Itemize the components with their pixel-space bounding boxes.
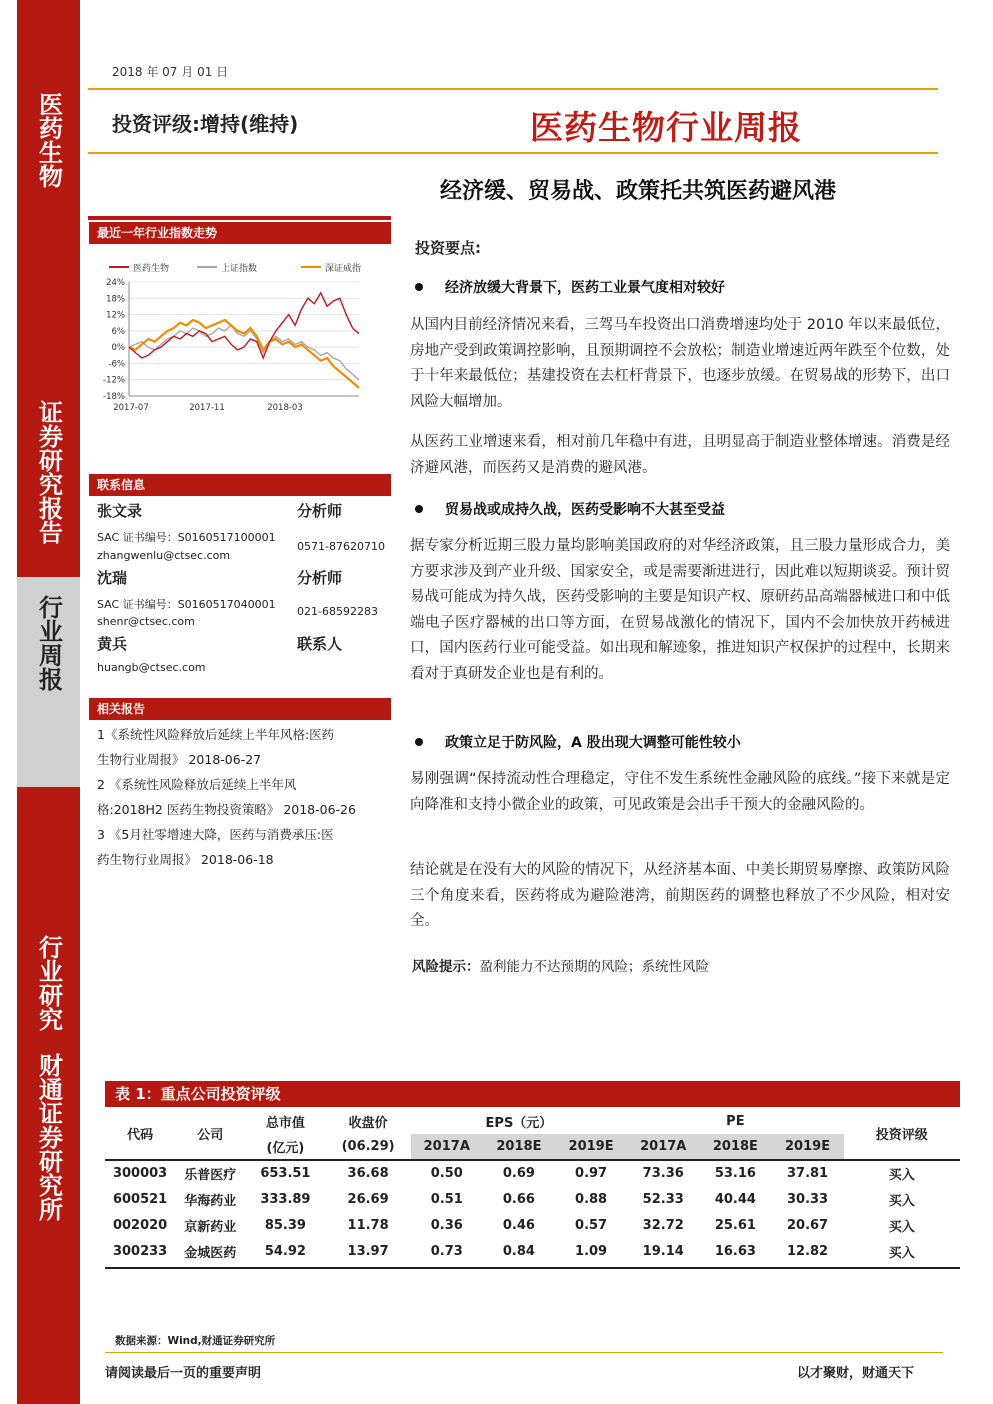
header-mktcap: 总市值 xyxy=(265,1115,305,1131)
related-title: 相关报告 xyxy=(89,698,391,720)
related-line[interactable]: 格:2018H2 医药生物投资策略》 2018-06-26 xyxy=(97,802,356,817)
table-row: 600521 华海药业 333.89 26.69 0.51 0.66 0.88 52.33 40.44 30.33 买入 xyxy=(112,1191,915,1209)
contact-role: 分析师 xyxy=(297,502,343,520)
related-line[interactable]: 2 《系统性风险释放后延续上半年风 xyxy=(97,777,297,792)
y-tick-label: -6% xyxy=(108,359,125,370)
related-line[interactable]: 药生物行业周报》 2018-06-18 xyxy=(97,852,274,867)
left-red-rule xyxy=(88,216,391,220)
sidebar-report-block xyxy=(17,232,80,577)
contact-name: 沈瑞 xyxy=(97,569,128,587)
contacts-title: 联系信息 xyxy=(89,474,391,496)
x-tick-label: 2017-07 xyxy=(113,403,149,413)
table-row: 300003 乐普医疗 653.51 36.68 0.50 0.69 0.97 73.36 53.16 37.81 买入 xyxy=(112,1166,915,1183)
sidebar-category: 行业周报 xyxy=(34,595,63,691)
sidebar-sector-block xyxy=(17,0,80,232)
sidebar-report-kind: 证券研究报告 xyxy=(34,400,63,544)
header-rule-top xyxy=(88,88,938,90)
header-year: 2017A xyxy=(627,1134,699,1160)
contact-role: 联系人 xyxy=(297,635,343,653)
header-rule-bottom xyxy=(88,152,938,154)
header-year: 2017A xyxy=(411,1134,483,1160)
bullet-heading: 经济放缓大背景下，医药工业景气度相对较好 xyxy=(415,277,725,297)
sidebar-institute: 财通证券研究所 xyxy=(34,1053,63,1221)
x-tick-label: 2017-11 xyxy=(189,403,225,413)
index-chart-svg xyxy=(89,246,391,416)
contact-phone: 0571-87620710 xyxy=(297,540,385,553)
related-line[interactable]: 生物行业周报》 2018-06-27 xyxy=(97,752,262,767)
paragraph: 从医药工业增速来看，相对前几年稳中有进，且明显高于制造业整体增速。消费是经济避风港，而医药又是消费的避风港。 xyxy=(410,434,950,476)
table-header-row xyxy=(105,1108,960,1134)
contact-name: 张文录 xyxy=(97,502,143,520)
table-row: 300233 金城医药 54.92 13.97 0.73 0.84 1.09 19.14 16.63 12.82 买入 xyxy=(112,1243,915,1261)
y-tick-label: 24% xyxy=(106,278,125,288)
related-line[interactable]: 1《系统性风险释放后延续上半年风格:医药 xyxy=(97,727,335,742)
header-code: 代码 xyxy=(105,1108,175,1160)
paragraph: 据专家分析近期三股力量均影响美国政府的对华经济政策，且三股力量形成合力，美方要求涉及到产业升级、国家安全，或是需要渐进进行，因此难以短期谈妥。预计贸易战可能成为持久战，医药受影响的主要是知识产权、原研药品高端器械进口和中低端电子医疗器械的出口等方面，在贸易战激化的情况下，国内不会加快放开药械进口，国内医药行业可能受益。如出现和解迹象，推进知识产权保护的过程中，长期来看对于真研发企业也是有利的。 xyxy=(410,538,950,682)
report-type-title: 医药生物行业周报 xyxy=(530,108,802,147)
table-title: 表 1：重点公司投资评级 xyxy=(105,1081,960,1107)
header-rating: 投资评级 xyxy=(844,1108,960,1160)
header-year: 2019E xyxy=(771,1134,843,1160)
y-tick-label: -18% xyxy=(103,392,125,402)
header-close: 收盘价 xyxy=(348,1115,388,1131)
report-date: 2018 年 07 月 01 日 xyxy=(112,65,229,79)
contact-name: 黄兵 xyxy=(97,635,128,653)
contact-email[interactable]: zhangwenlu@ctsec.com xyxy=(97,549,231,562)
y-tick-label: 0% xyxy=(111,343,125,354)
bullet-dot-icon xyxy=(415,283,423,291)
investment-rating: 投资评级:增持(维持) xyxy=(112,112,299,136)
risk-label: 风险提示： xyxy=(412,959,480,975)
index-chart-title: 最近一年行业指数走势 xyxy=(89,222,391,244)
y-tick-label: 12% xyxy=(106,310,125,321)
header-year: 2018E xyxy=(483,1134,555,1160)
y-tick-label: 6% xyxy=(111,326,125,337)
contact-role: 分析师 xyxy=(297,569,343,587)
x-tick-label: 2018-03 xyxy=(267,403,303,413)
y-tick-label: -12% xyxy=(103,375,125,386)
risk-text: 盈利能力不达预期的风险；系统性风险 xyxy=(479,959,709,975)
key-points-title: 投资要点: xyxy=(415,239,481,257)
contact-cert: SAC 证书编号：S0160517100001 xyxy=(97,531,276,544)
side-bar xyxy=(17,0,80,1404)
legend-label: 上证指数 xyxy=(221,264,258,274)
risk-warning xyxy=(412,955,709,975)
contact-email[interactable]: shenr@ctsec.com xyxy=(97,615,195,628)
bullet-heading: 政策立足于防风险，A 股出现大调整可能性较小 xyxy=(415,732,741,752)
table-bottom-rule xyxy=(105,1267,960,1269)
legend-label: 医药生物 xyxy=(133,264,170,274)
contact-phone: 021-68592283 xyxy=(297,605,378,618)
y-tick-label: 18% xyxy=(106,294,125,305)
header-pe: PE xyxy=(726,1113,745,1129)
footer-slogan: 以才聚财，财通天下 xyxy=(797,1366,915,1381)
series-line xyxy=(129,293,359,358)
contact-cert: SAC 证书编号：S0160517040001 xyxy=(97,598,276,611)
header-company: 公司 xyxy=(175,1108,245,1160)
contact-email[interactable]: huangb@ctsec.com xyxy=(97,661,206,674)
related-reports xyxy=(89,722,391,872)
data-source: 数据来源：Wind,财通证券研究所 xyxy=(115,1335,276,1347)
header-year: 2019E xyxy=(555,1134,627,1160)
header-mktcap-unit: (亿元) xyxy=(245,1134,325,1160)
report-headline: 经济缓、贸易战、政策托共筑医药避风港 xyxy=(440,179,837,204)
paragraph: 结论就是在没有大的风险的情况下，从经济基本面、中美长期贸易摩擦、政策防风险三个角度来看，医药将成为避险港湾，前期医药的调整也释放了不少风险，相对安全。 xyxy=(410,862,950,929)
footer-rule xyxy=(105,1352,943,1353)
sidebar-institute-block xyxy=(17,787,80,1404)
legend-label: 深证成指 xyxy=(325,264,362,274)
header-eps: EPS（元） xyxy=(485,1115,553,1131)
header-close-date: (06.29) xyxy=(326,1134,411,1160)
header-year: 2018E xyxy=(699,1134,771,1160)
table-row: 002020 京新药业 85.39 11.78 0.36 0.46 0.57 32.72 25.61 20.67 买入 xyxy=(112,1217,915,1235)
paragraph: 易刚强调“保持流动性合理稳定，守住不发生系统性金融风险的底线。”接下来就是定向降准和支持小微企业的政策，可见政策是会出手干预大的金融风险的。 xyxy=(410,771,950,813)
ratings-table xyxy=(105,1108,960,1264)
sidebar-category-block xyxy=(17,577,80,787)
footer-disclaimer[interactable]: 请阅读最后一页的重要声明 xyxy=(105,1366,262,1381)
bullet-dot-icon xyxy=(415,738,423,746)
bullet-heading: 贸易战或成持久战，医药受影响不大甚至受益 xyxy=(415,499,725,519)
paragraph: 从国内目前经济情况来看，三驾马车投资出口消费增速均处于 2010 年以来最低位，房地产受到政策调控影响，且预期调控不会放松；制造业增速近两年跌至个位数，处于十年来最低位；基建投资在去杠杆背景下，也逐步放缓。在贸易战的形势下，出口风险大幅增加。 xyxy=(410,317,950,410)
related-line[interactable]: 3 《5月社零增速大降，医药与消费承压:医 xyxy=(97,827,334,842)
sidebar-category2: 行业研究 xyxy=(34,935,63,1031)
index-chart xyxy=(89,246,391,416)
sidebar-sector: 医药生物 xyxy=(34,92,63,188)
bullet-dot-icon xyxy=(415,505,423,513)
